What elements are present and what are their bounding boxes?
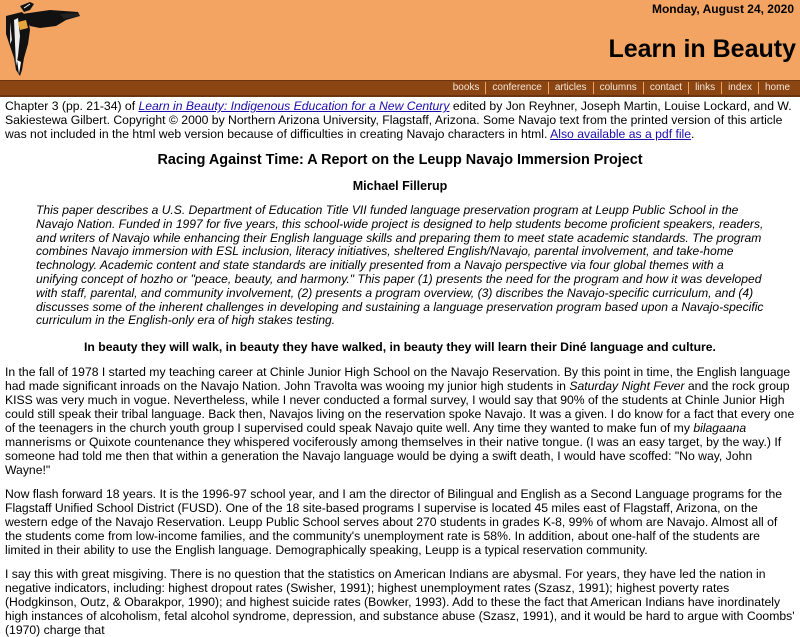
article-author: Michael Fillerup [352, 179, 448, 193]
site-header [0, 0, 800, 80]
nav-bar [0, 80, 800, 97]
nav-contact[interactable]: contact [643, 82, 688, 94]
nav-links[interactable]: links [688, 82, 721, 94]
citation-suffix: edited by Jon Reyhner, Joseph Martin, Louise Lockard, and W. Sakiestewa Gilbert. Copyright © 2000 by Northern Arizona University, Flagstaff, Arizona. Some Navajo text from the printed version of this article was not included in the html web version because of difficulties in creating Navajo characters in html. [5, 99, 792, 141]
citation [5, 99, 795, 141]
paragraph-2: Now flash forward 18 years. It is the 1996-97 school year, and I am the director of Bilingual and English as a Second Language programs for the Flagstaff Unified School District (FUSD). One of the 18 site-based programs I supervise is located 45 miles east of Flagstaff, Arizona, on the western edge of the Navajo Reservation. Leupp Public School serves about 270 students in grades K-8, 99% of whom are Navajo. Almost all of the students come from low-income families, and the community's unemployment rate is 58%. In addition, about one-half of the students are limited in their ability to use the English language. Demographically speaking, Leupp is a typical reservation community. [5, 487, 783, 558]
nav-books[interactable]: books [452, 82, 480, 93]
nav-columns[interactable]: columns [593, 82, 643, 94]
motto: In beauty they will walk, in beauty they have walked, in beauty they will learn their Diné language and culture. [84, 340, 716, 355]
paragraph-3: I say this with great misgiving. There is no question that the statistics on American Indians are abysmal. For years, they have led the nation in negative indicators, including: highest dropout rates (Swisher, 1991); highest unemployment rates (Szasz, 1991); highest poverty rates (Hodgkinson, Outz, & Obarakpor, 1990); and highest suicide rates (Bowker, 1993). Add to these the fact that American Indians have inordinately high instances of alcoholism, fetal alcohol syndrome, depression, and substance abuse (Szasz, 1991), and it would be hard to argue with Coombs' (1970) charge that [5, 567, 795, 637]
citation-end: . [691, 127, 695, 141]
p1-text-a: In the fall of 1978 I started my teaching career at Chinle Junior High School on the Navajo Reservation. By this point in time, the English language had made significant inroads on the Navajo Nation. John Travolta was wooing my junior high students in [5, 365, 791, 394]
pdf-link[interactable]: Also available as a pdf file [550, 127, 692, 141]
article-title: Racing Against Time: A Report on the Leupp Navajo Immersion Project [157, 152, 643, 168]
article-content [0, 97, 800, 637]
p1-text-b: and the rock group KISS was very much in vogue. Nevertheless, while I never conducted a formal survey, I would say that 90% of the students at Chinle Junior High could still speak their tribal language. Back then, Navajos living on the reservation spoke Navajo. It was a given. I do know for a fact that every one of the teenagers in the church youth group I supervised could speak Navajo quite well. Any time they wanted to make fun of my [5, 379, 795, 436]
site-title[interactable]: Learn in Beauty [608, 35, 796, 63]
nav-articles[interactable]: articles [548, 82, 593, 94]
citation-prefix: Chapter 3 (pp. 21-34) of [5, 99, 139, 113]
nav-index[interactable]: index [721, 82, 758, 94]
abstract: This paper describes a U.S. Department of Education Title VII funded language preservation program at Leupp Public School in the Navajo Nation. Funded in 1997 for five years, this school-wide project is designed to help students become proficient speakers, readers, and writers of Navajo while enhancing their English language skills and preparing them to meet state academic standards. The program combines Navajo immersion with ESL inclusion, literacy initiatives, sheltered English/Navajo, parental involvement, and take-home technology. Academic content and state standards are initially presented from a Navajo perspective via four global themes with a unifying concept of hozho or "peace, beauty, and harmony." This paper (1) presents the need for the program and how it was developed with staff, parental, and community involvement, (2) presents a program overview, (3) discribes the Navajo-specific curriculum, and (4) discusses some of the inherent challenges in developing and sustaining a language preservation program based upon a Navajo-specific curriculum in the English-only era of high stakes testing. [36, 203, 764, 328]
nav-home[interactable]: home [758, 82, 796, 94]
p1-film-title: Saturday Night Fever [569, 379, 685, 394]
paragraph-1 [5, 365, 795, 477]
eagle-kachina-logo-icon[interactable] [0, 0, 90, 80]
p1-navajo-word: bilagaana [693, 421, 747, 436]
book-link[interactable]: Learn in Beauty: Indigenous Education for a New Century [138, 99, 450, 113]
p1-text-c: mannerisms or Quixote countenance they whispered vociferously among themselves in their native tongue. (I was an easy target, by the way.) If someone had told me then that within a generation the Navajo language would be dying a swift death, I would have scoffed: "No way, John Wayne!" [5, 435, 782, 478]
current-date: Monday, August 24, 2020 [651, 2, 794, 16]
nav-conference[interactable]: conference [485, 82, 547, 94]
